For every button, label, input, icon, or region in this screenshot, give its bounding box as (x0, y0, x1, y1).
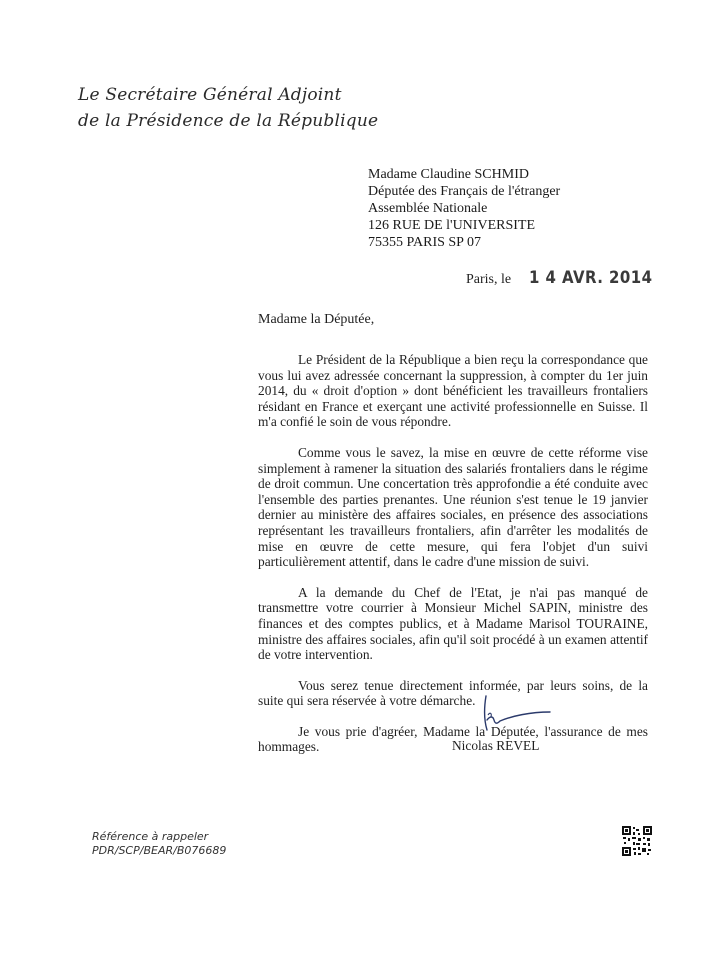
recipient-name: Madame Claudine SCHMID (368, 167, 529, 182)
date-place: Paris, le (466, 272, 512, 287)
letterhead (78, 82, 379, 134)
paragraph-4: Vous serez tenue directement informée, par leurs soins, de la suite qui sera réservée à votre démarche. (258, 677, 648, 709)
reference-block (92, 830, 226, 858)
paragraph-2: Comme vous le savez, la mise en œuvre de cette réforme vise simplement à ramener la situation des salariés frontaliers dans le régime de droit commun. Une concertation très approfondie a été conduite avec l'ensemble des parties prenantes. Une réunion s'est tenue le 19 janvier dernier au ministère des affaires sociales, en présence des associations représentant les travailleurs frontaliers, afin d'arrêter les modalités de mise en œuvre de cette mesure, qui fera l'objet d'un suivi particulièrement attentif, dans le cadre d'une mission de suivi. (258, 444, 648, 570)
salutation: Madame la Députée, (258, 312, 375, 327)
date-line (466, 268, 669, 288)
letterhead-line-1: Le Secrétaire Général Adjoint (78, 85, 342, 105)
paragraph-3: A la demande du Chef de l'Etat, je n'ai pas manqué de transmettre votre courrier à Monsieur Michel SAPIN, ministre des finances et des comptes publics, et à Madame Marisol TOURAINE, ministre des affaires sociales, afin qu'il soit procédé à un examen attentif de votre intervention. (258, 584, 648, 663)
letter-body (258, 352, 648, 770)
recipient-title: Députée des Français de l'étranger (368, 184, 561, 199)
letterhead-line-2: de la Présidence de la République (78, 111, 379, 131)
recipient-address (368, 166, 560, 251)
recipient-city: 75355 PARIS SP 07 (368, 235, 481, 250)
signer-name: Nicolas REVEL (452, 738, 540, 753)
reference-label: Référence à rappeler (92, 830, 209, 843)
qr-code-icon (622, 826, 652, 856)
recipient-institution: Assemblée Nationale (368, 201, 488, 216)
paragraph-5: Je vous prie d'agréer, Madame la Députée, l'assurance de mes hommages. (258, 723, 648, 755)
date-stamp: 1 4 AVR. 2014 (528, 268, 653, 288)
handwritten-signature (478, 690, 558, 736)
paragraph-1: Le Président de la République a bien reçu la correspondance que vous lui avez adressée concernant la suppression, à compter du 1er juin 2014, du « droit d'option » dont bénéficient les travailleurs frontaliers résidant en France et exerçant une activité professionnelle en Suisse. Il m'a confié le soin de vous répondre. (258, 352, 648, 430)
recipient-street: 126 RUE DE l'UNIVERSITE (368, 218, 536, 233)
reference-code: PDR/SCP/BEAR/B076689 (92, 844, 227, 857)
